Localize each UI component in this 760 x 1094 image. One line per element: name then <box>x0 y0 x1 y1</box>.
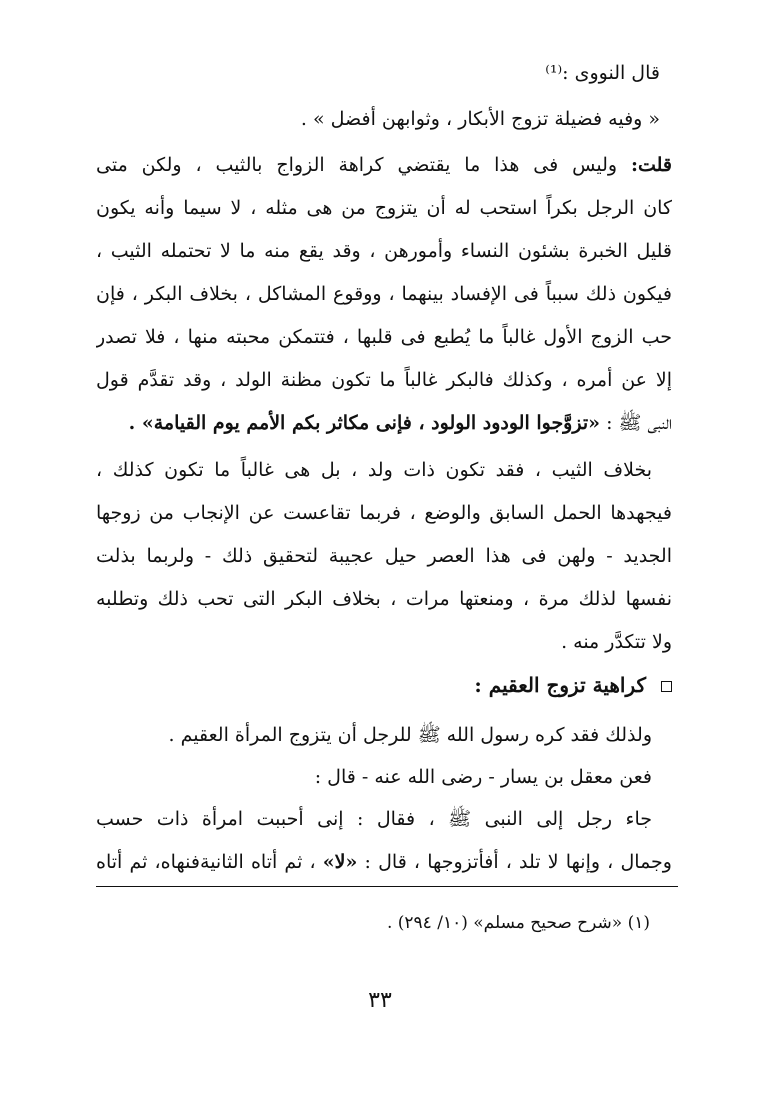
paragraph3-line4-part1: وجمال ، وإنها لا تلد ، أفأتزوجها ، قال : <box>364 851 672 873</box>
paragraph2-line1: بخلاف الثيب ، فقد تكون ذات ولد ، بل هى غالباً ما تكون كذلك ، <box>96 459 652 481</box>
nawawi-quote-text: « وفيه فضيلة تزوج الأبكار ، وثوابهن أفضل » . <box>300 108 660 130</box>
nawawi-heading <box>96 58 660 88</box>
paragraph1-line7 <box>96 408 672 438</box>
footnote: (١) «شرح صحيح مسلم» (١٠/ ٢٩٤) . <box>386 913 650 933</box>
nawawi-heading-text: قال النووى :⁽¹⁾ <box>545 62 660 84</box>
paragraph1-line3: قليل الخبرة بشئون النساء وأمورهن ، وقد يقع منه ما لا تحتمله الثيب ، <box>96 240 672 262</box>
paragraph2-line4: نفسها لذلك مرة ، ومنعتها مرات ، بخلاف البكر التى تحب ذلك وتطلبه <box>96 588 672 610</box>
paragraph2-line2: فيجهدها الحمل السابق والوضع ، فربما تقاعست عن الإنجاب من زوجها <box>96 502 672 524</box>
answer-no: «لا» <box>322 851 358 873</box>
qultu-label: قلت: <box>630 154 672 176</box>
paragraph1-line1 <box>96 150 672 180</box>
paragraph1-line2: كان الرجل بكراً استحب له أن يتزوج من هى مثله ، لا سيما وأنه يكون <box>96 197 672 219</box>
paragraph1-line4: فيكون ذلك سبباً فى الإفساد بينهما ، ووقوع المشاكل ، بخلاف البكر ، فإن <box>96 283 672 305</box>
paragraph3-line4-part2: ، ثم أتاه الثانيةفنهاه، ثم أتاه <box>96 851 316 873</box>
paragraph3-line3: جاء رجل إلى النبى ﷺ ، فقال : إنى أحببت امرأة ذات حسب <box>96 808 652 830</box>
page-number: ٣٣ <box>368 988 392 1013</box>
square-bullet-icon <box>661 681 672 692</box>
paragraph2-line5: ولا تتكدَّر منه . <box>561 631 672 653</box>
hadith-quote: «تزوَّجوا الودود الولود ، فإنى مكاثر بكم الأمم يوم القيامة» . <box>128 412 601 434</box>
paragraph3-line2: فعن معقل بن يسار - رضى الله عنه - قال : <box>314 766 652 788</box>
paragraph1-line6: إلا عن أمره ، وكذلك فالبكر غالباً ما تكون مظنة الولد ، وقد تقدَّم قول <box>96 369 672 391</box>
paragraph1-line5: حب الزوج الأول غالباً ما يُطبع فى قلبها ، فتتمكن محبته منها ، فلا تصدر <box>96 326 672 348</box>
paragraph3-line4 <box>96 847 672 877</box>
paragraph1-line1-text: وليس فى هذا ما يقتضي كراهة الزواج بالثيب ، ولكن متى <box>96 154 618 176</box>
section-heading-text: كراهية تزوج العقيم : <box>474 673 647 697</box>
paragraph3-line1: ولذلك فقد كره رسول الله ﷺ للرجل أن يتزوج المرأة العقيم . <box>168 724 652 746</box>
section-heading <box>96 670 672 700</box>
nawawi-quote <box>96 104 660 134</box>
paragraph1-line7-text: النبى ﷺ : <box>606 412 672 434</box>
footnote-divider <box>96 886 678 887</box>
paragraph2-line3: الجديد - ولهن فى هذا العصر حيل عجيبة لتحقيق ذلك - ولربما بذلت <box>96 545 672 567</box>
